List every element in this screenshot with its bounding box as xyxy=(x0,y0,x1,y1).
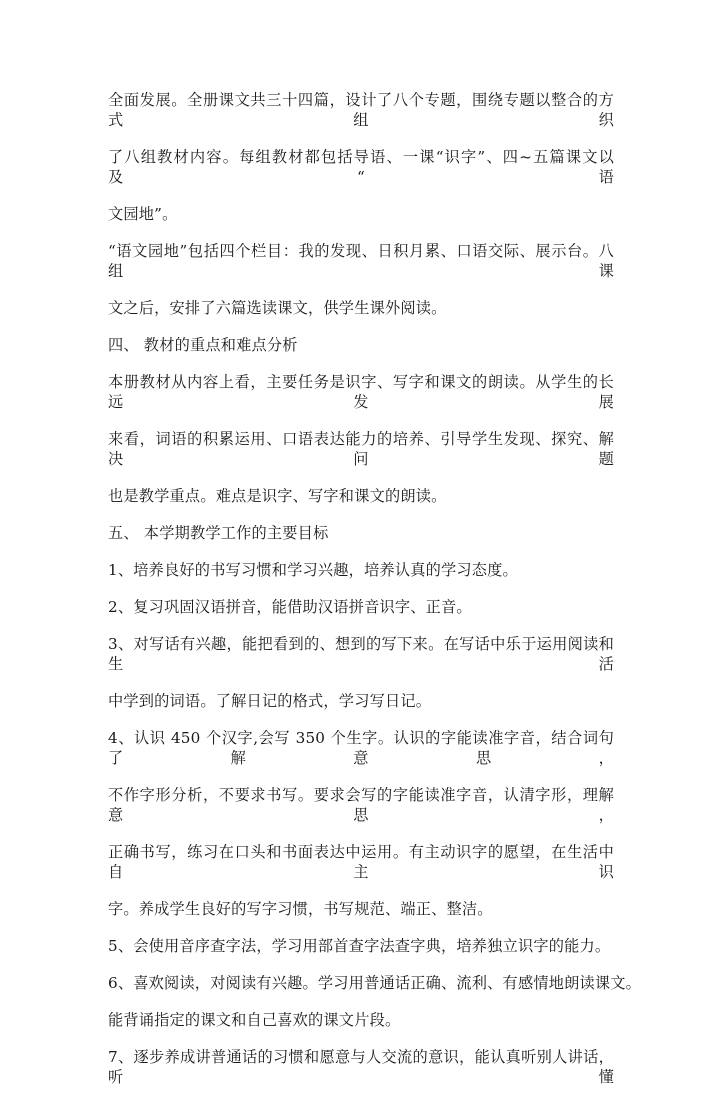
list-item-6-line-1: 6、喜欢阅读，对阅读有兴趣。学习用普通话正确、流利、有感情地朗读课文。 xyxy=(108,974,642,992)
section-heading-5: 五、 本学期教学工作的主要目标 xyxy=(108,524,329,542)
list-item-4-line-3: 正确书写，练习在口头和书面表达中运用。有主动识字的愿望，在生活中自主识 xyxy=(108,843,614,881)
paragraph-line-3: 文园地”。 xyxy=(108,205,178,223)
list-item-2: 2、复习巩固汉语拼音，能借助汉语拼音识字、正音。 xyxy=(108,598,472,616)
list-item-3-line-2: 中学到的词语。了解日记的格式，学习写日记。 xyxy=(108,692,432,710)
paragraph-line-1: 全面发展。全册课文共三十四篇，设计了八个专题，围绕专题以整合的方式组织 xyxy=(108,91,614,129)
list-item-7-line-1: 7、逐步养成讲普通话的习惯和愿意与人交流的意识，能认真听别人讲话，听懂 xyxy=(108,1048,614,1086)
paragraph-line-9: 也是教学重点。难点是识字、写字和课文的朗读。 xyxy=(108,487,447,505)
document-page xyxy=(108,90,642,1104)
section-heading-4: 四、 教材的重点和难点分析 xyxy=(108,336,298,354)
paragraph-line-7: 本册教材从内容上看，主要任务是识字、写字和课文的朗读。从学生的长远发展 xyxy=(108,373,614,411)
list-item-6-line-2: 能背诵指定的课文和自己喜欢的课文片段。 xyxy=(108,1011,401,1029)
list-item-4-line-1: 4、认识 450 个汉字,会写 350 个生字。认识的字能读准字音，结合词句了解意思， xyxy=(108,729,614,767)
paragraph-line-8: 来看，词语的积累运用、口语表达能力的培养、引导学生发现、探究、解决问题 xyxy=(108,430,614,468)
paragraph-line-2: 了八组教材内容。每组教材都包括导语、一课“识字”、四~五篇课文以及“语 xyxy=(108,148,614,186)
list-item-4-line-2: 不作字形分析，不要求书写。要求会写的字能读准字音，认清字形，理解意思， xyxy=(108,786,614,824)
list-item-4-line-4: 字。养成学生良好的写字习惯，书写规范、端正、整洁。 xyxy=(108,900,493,918)
list-item-1: 1、培养良好的书写习惯和学习兴趣，培养认真的学习态度。 xyxy=(108,561,518,579)
list-item-5: 5、会使用音序查字法，学习用部首查字法查字典，培养独立识字的能力。 xyxy=(108,937,611,955)
paragraph-line-4: “语文园地”包括四个栏目：我的发现、日积月累、口语交际、展示台。八组课 xyxy=(108,242,614,280)
paragraph-line-5: 文之后，安排了六篇选读课文，供学生课外阅读。 xyxy=(108,299,447,317)
list-item-3-line-1: 3、对写话有兴趣，能把看到的、想到的写下来。在写话中乐于运用阅读和生活 xyxy=(108,635,614,673)
